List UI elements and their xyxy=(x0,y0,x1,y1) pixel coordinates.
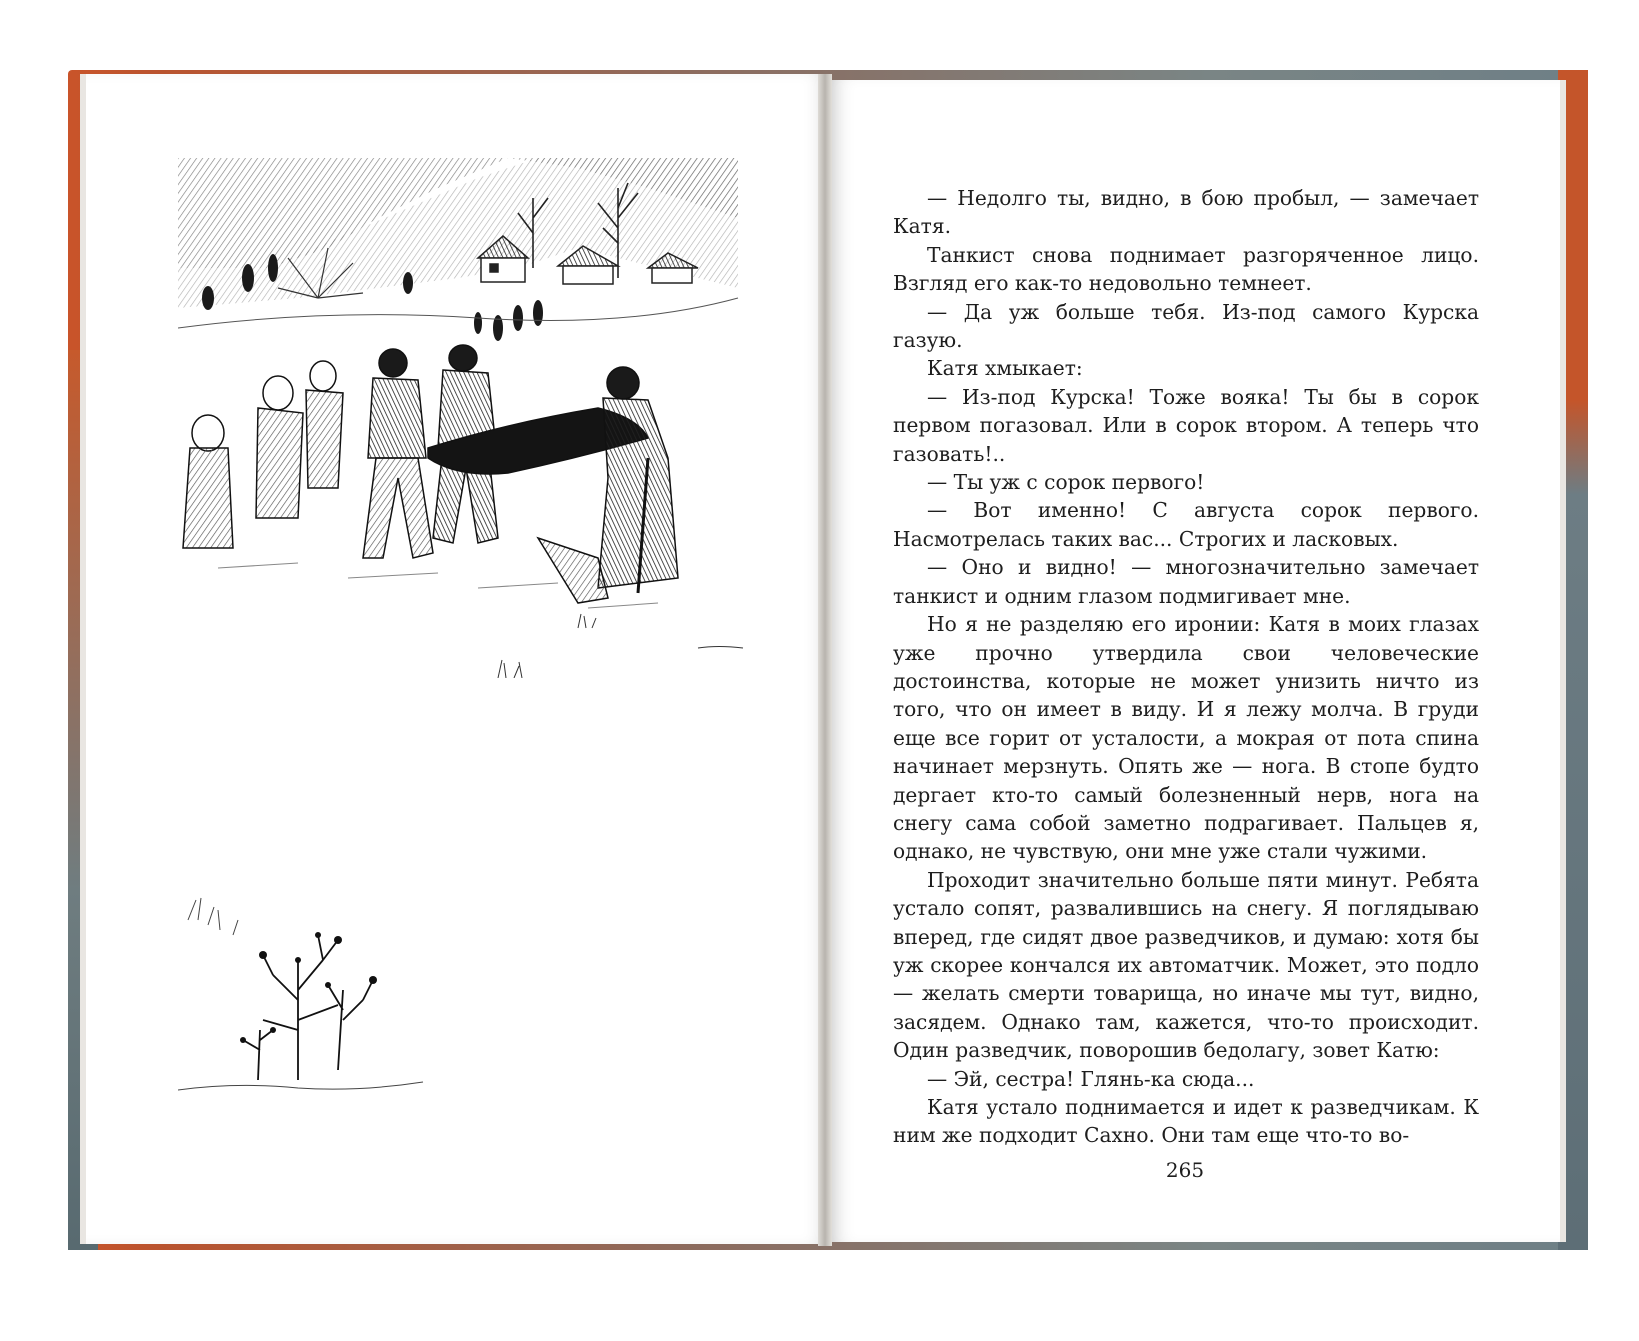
paragraph: — Из-под Курска! Тоже вояка! Ты бы в сорок первом погазовал. Или в сорок втором. А теперь что газовать!.. xyxy=(893,384,1479,466)
shrub-illustration xyxy=(178,880,428,1110)
page-number: 265 xyxy=(1165,1158,1205,1182)
paragraph: — Да уж больше тебя. Из-под самого Курска газую. xyxy=(893,299,1479,353)
paragraph: — Вот именно! С августа сорок первого. Насмотрелась таких вас... Строгих и ласковых. xyxy=(893,498,1479,551)
page-text xyxy=(893,184,1479,1150)
war-scene-illustration xyxy=(178,158,768,678)
paragraph: — Оно и видно! — многозначительно замечает танкист и одним глазом подмигивает мне. xyxy=(893,555,1479,608)
book-gutter xyxy=(818,74,832,1246)
paragraph: Проходит значительно больше пяти минут. Ребята устало сопят, развалившись на снегу. Я поглядываю вперед, где сидят двое разведчиков, и думаю: хотя бы уж скорее кончался их автоматчик. Может, это подло — желать смерти товарища, но иначе мы тут, видно, засядем. Однако там, кажется, что-то происходит. Один разведчик, поворошив бедолагу, зовет Катю: xyxy=(893,867,1479,1063)
paragraph: Катя хмыкает: xyxy=(927,356,1083,381)
paragraph: — Эй, сестра! Глянь-ка сюда... xyxy=(927,1066,1255,1091)
paragraph: — Недолго ты, видно, в бою пробыл, — замечает Катя. xyxy=(893,186,1479,239)
paragraph: Но я не разделяю его иронии: Катя в моих глазах уже прочно утвердила свои человеческие достоинства, которые не может унизить ничто из того, что он имеет в виду. И я лежу молча. В груди еще все горит от усталости, а мокрая от пота спина начинает мерзнуть. Опять же — нога. В стопе будто дергает кто-то самый болезненный нерв, нога на снегу сама собой заметно подрагивает. Пальцев я, однако, не чувствую, они мне уже стали чужими. xyxy=(893,612,1479,864)
paragraph: — Ты уж с сорок первого! xyxy=(927,470,1205,495)
paragraph: Танкист снова поднимает разгоряченное лицо. Взгляд его как-то недовольно темнеет. xyxy=(893,242,1479,296)
paragraph: Катя устало поднимается и идет к разведчикам. К ним же подходит Сахно. Они там еще что-то во- xyxy=(893,1095,1479,1148)
